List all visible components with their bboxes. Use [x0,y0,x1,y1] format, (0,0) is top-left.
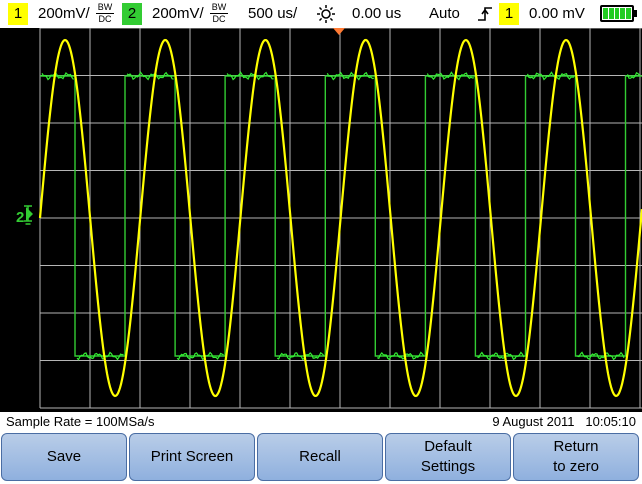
ground-reference-marker [16,206,33,226]
timebase-readout[interactable]: 500 us/ [248,5,298,22]
default-settings-button-label: Default Settings [420,438,476,475]
save-button-label: Save [46,448,82,465]
channel-2-coupling [210,2,228,25]
channel-1-dc-label: DC [96,13,114,25]
return-to-zero-button[interactable] [513,433,639,481]
trigger-position-marker [333,28,345,35]
softkey-bar [0,432,642,484]
waveform-canvas [0,28,642,412]
ground-marker-label: 2 [16,209,25,226]
waveform-display[interactable] [0,28,642,412]
channel-1-badge[interactable]: 1 [8,3,28,25]
trigger-source-badge[interactable]: 1 [499,3,519,25]
info-bar [0,412,642,432]
date-time-readout [492,412,636,432]
date-readout: 9 August 2011 [492,414,575,429]
channel-1-bw-label: BW [97,2,113,12]
save-button[interactable] [1,433,127,481]
rising-edge-trigger-icon [476,5,494,23]
ground-marker-arrow [26,207,33,221]
return-to-zero-button-label: Return to zero [553,438,599,475]
channel-2-dc-label: DC [210,13,228,25]
channel-1-scale[interactable]: 200mV/ [38,5,90,22]
channel-2-scale[interactable]: 200mV/ [152,5,204,22]
recall-button-label: Recall [299,448,341,465]
recall-button[interactable] [257,433,383,481]
battery-tip-icon [634,10,637,17]
trigger-delay-readout[interactable]: 0.00 us [352,5,402,22]
channel-1-coupling [96,2,114,25]
sample-rate-readout: Sample Rate = 100MSa/s [6,414,155,429]
channel-2-badge[interactable]: 2 [122,3,142,25]
battery-icon [600,5,634,22]
trigger-mode-readout[interactable]: Auto [429,5,460,22]
channel-2-bw-label: BW [211,2,227,12]
status-bar [0,0,642,28]
trigger-level-readout[interactable]: 0.00 mV [529,5,585,22]
time-readout: 10:05:10 [585,414,636,429]
default-settings-button[interactable] [385,433,511,481]
trigger-delay-icon [316,4,336,24]
print-screen-button[interactable] [129,433,255,481]
print-screen-button-label: Print Screen [150,448,234,465]
